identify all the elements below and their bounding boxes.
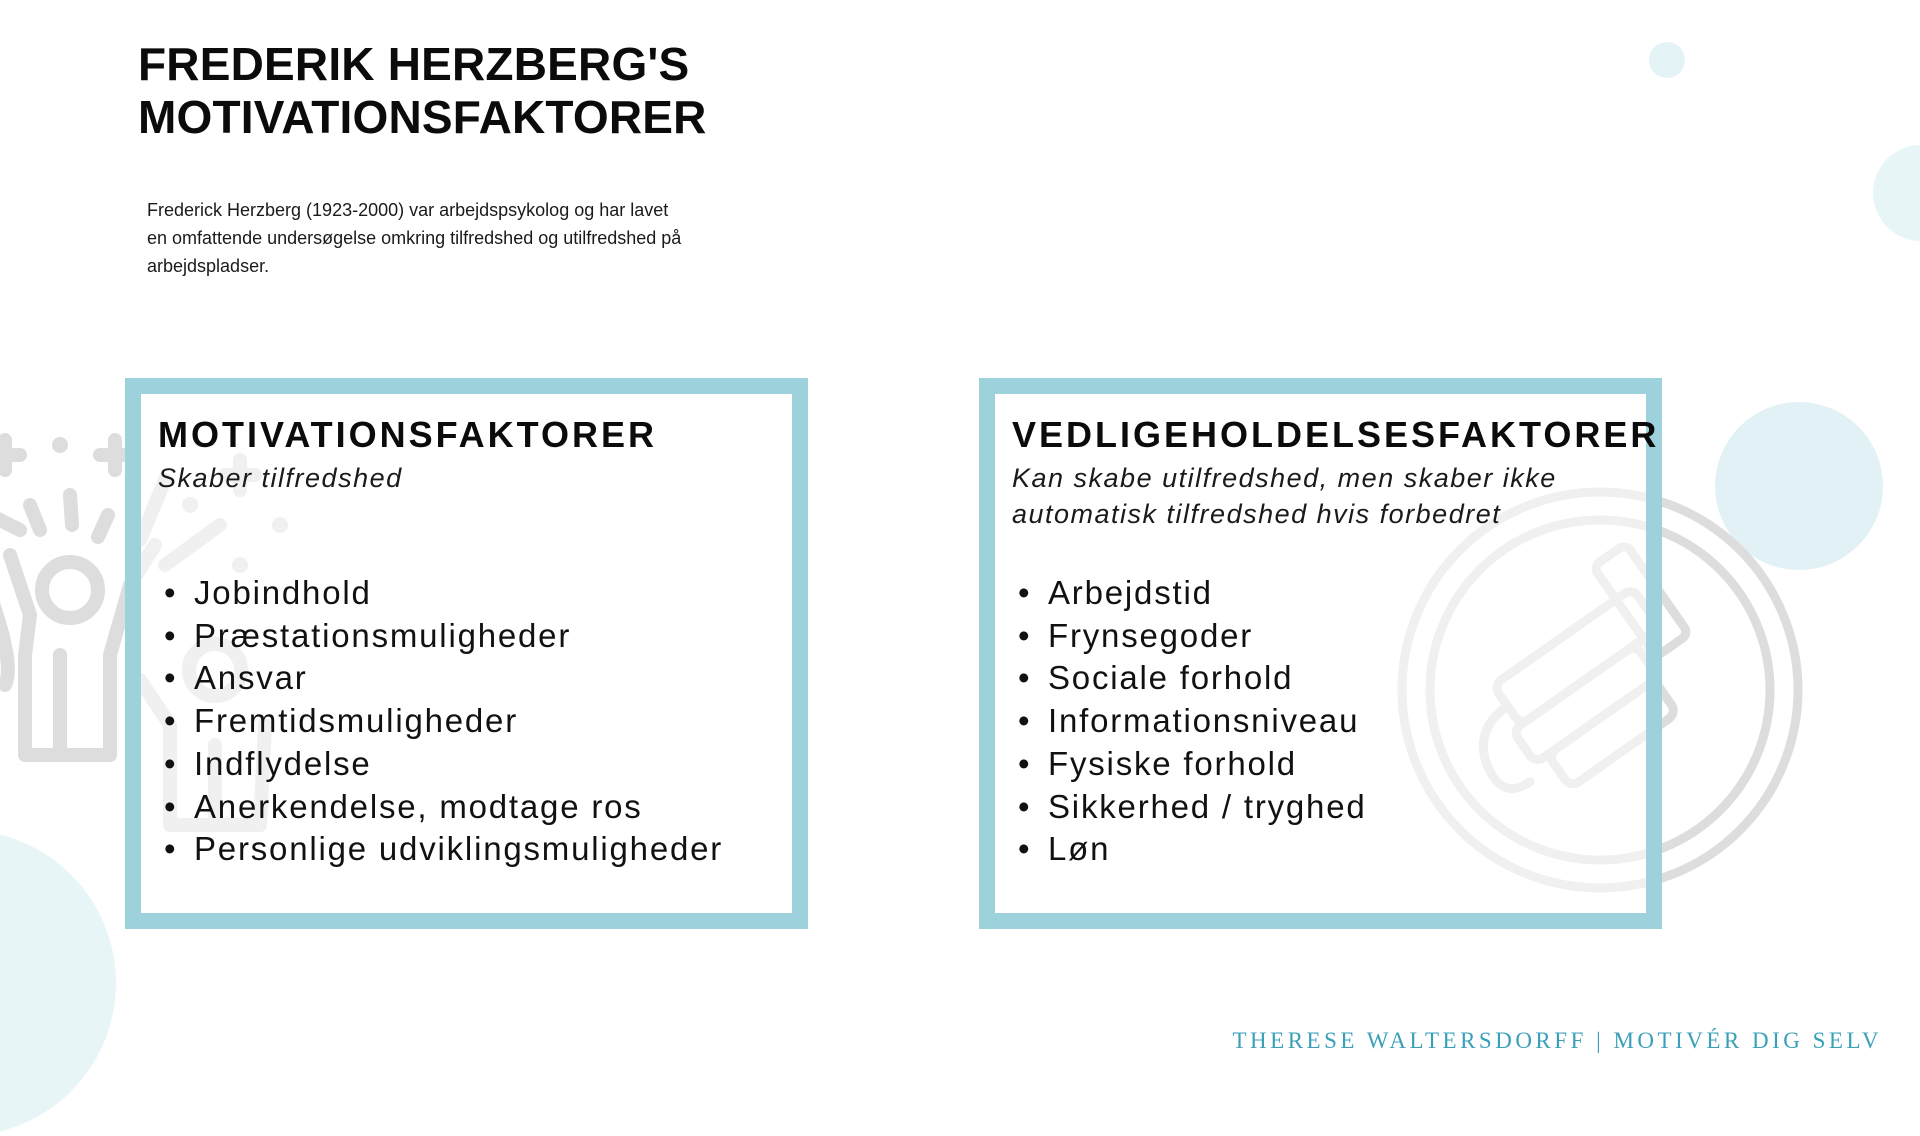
list-item xyxy=(1012,700,1367,743)
list-item xyxy=(158,743,723,786)
list-item-label: Anerkendelse, modtage ros xyxy=(194,787,643,825)
bullet-icon: • xyxy=(164,830,178,868)
list-item-label: Frynsegoder xyxy=(1048,616,1254,654)
bullet-icon: • xyxy=(164,744,178,782)
bullet-icon: • xyxy=(1018,616,1032,654)
list-item xyxy=(1012,615,1367,658)
list-item-label: Jobindhold xyxy=(194,574,372,611)
intro-line: arbejdspladser. xyxy=(147,256,270,276)
decor-circle-small xyxy=(1649,42,1685,78)
factor-list xyxy=(158,572,723,871)
bullet-icon: • xyxy=(164,574,178,611)
hygiene-factors-card xyxy=(979,378,1662,929)
bullet-icon: • xyxy=(1018,744,1032,782)
list-item-label: Præstationsmuligheder xyxy=(194,616,572,654)
card-heading: MOTIVATIONSFAKTORER xyxy=(158,414,658,455)
card-subtitle-line: automatisk tilfredshed hvis forbedret xyxy=(1012,499,1502,529)
list-item xyxy=(1012,743,1367,786)
page-title-line-2: MOTIVATIONSFAKTORER xyxy=(138,91,707,143)
page-title xyxy=(138,38,707,144)
list-item-label: Indflydelse xyxy=(194,744,372,782)
list-item-label: Personlige udviklingsmuligheder xyxy=(194,830,724,868)
list-item-label: Informationsniveau xyxy=(1048,702,1360,740)
motivation-factors-card xyxy=(125,378,808,929)
list-item-label: Fysiske forhold xyxy=(1048,744,1297,782)
list-item xyxy=(158,828,723,871)
list-item-label: Ansvar xyxy=(194,659,308,697)
card-subtitle xyxy=(1012,460,1612,532)
list-item-label: Sociale forhold xyxy=(1048,659,1294,697)
intro-line: en omfattende undersøgelse omkring tilfredshed og utilfredshed på xyxy=(147,228,682,248)
list-item-label: Arbejdstid xyxy=(1048,574,1213,611)
list-item xyxy=(1012,572,1367,615)
bullet-icon: • xyxy=(164,616,178,654)
bullet-icon: • xyxy=(1018,702,1032,740)
bullet-icon: • xyxy=(1018,574,1032,611)
card-subtitle-line: Kan skabe utilfredshed, men skaber ikke xyxy=(1012,463,1557,493)
list-item-label: Sikkerhed / tryghed xyxy=(1048,787,1367,825)
list-item xyxy=(158,786,723,829)
list-item xyxy=(158,700,723,743)
bullet-icon: • xyxy=(164,787,178,825)
card-subtitle: Skaber tilfredshed xyxy=(158,463,403,493)
list-item-label: Fremtidsmuligheder xyxy=(194,702,519,740)
bullet-icon: • xyxy=(164,702,178,740)
bullet-icon: • xyxy=(164,659,178,697)
intro-line: Frederick Herzberg (1923-2000) var arbejdspsykolog og har lavet xyxy=(147,200,669,220)
bullet-icon: • xyxy=(1018,659,1032,697)
intro-text xyxy=(147,196,747,280)
list-item xyxy=(1012,786,1367,829)
list-item xyxy=(1012,657,1367,700)
bullet-icon: • xyxy=(1018,830,1032,868)
card-heading: VEDLIGEHOLDELSESFAKTORER xyxy=(1012,414,1660,455)
list-item-label: Løn xyxy=(1048,830,1111,868)
list-item xyxy=(158,572,723,615)
list-item xyxy=(1012,828,1367,871)
page-title-line-1: FREDERIK HERZBERG'S xyxy=(138,38,690,90)
decor-circle-edge xyxy=(1873,145,1920,241)
factor-list xyxy=(1012,572,1367,871)
bullet-icon: • xyxy=(1018,787,1032,825)
list-item xyxy=(158,657,723,700)
footer-credit: THERESE WALTERSDORFF | MOTIVÉR DIG SELV xyxy=(1232,1028,1882,1053)
list-item xyxy=(158,615,723,658)
